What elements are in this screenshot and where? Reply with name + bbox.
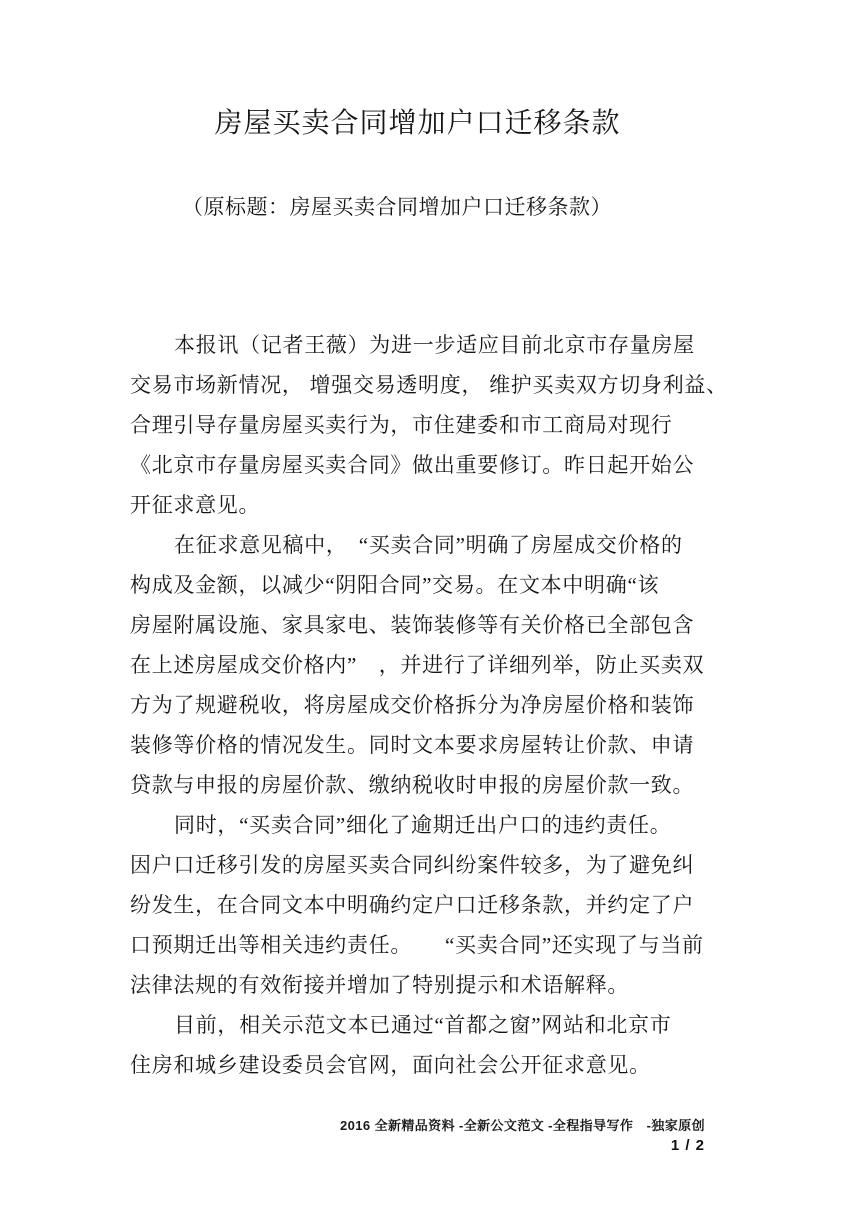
body-line: 合理引导存量房屋买卖行为，市住建委和市工商局对现行 xyxy=(130,413,673,437)
body-line: 房屋附属设施、家具家电、装饰装修等有关价格已全部包含 xyxy=(130,613,695,637)
body-line: 方为了规避税收，将房屋成交价格拆分为净房屋价格和装饰 xyxy=(130,693,695,717)
body-line: 法律法规的有效衔接并增加了特别提示和术语解释。 xyxy=(130,973,630,997)
body-line: 目前，相关示范文本已通过“首都之窗”网站和北京市 xyxy=(174,1013,672,1037)
body-line: 同时，“买卖合同”细化了逾期迁出户口的违约责任。 xyxy=(174,813,672,837)
body-line: 本报讯（记者王薇）为进一步适应目前北京市存量房屋 xyxy=(174,333,695,357)
footer-tagline: 2016 全新精品资料 -全新公文范文 -全程指导写作 -独家原创 xyxy=(340,1118,705,1133)
page-number: 1 / 2 xyxy=(670,1137,705,1154)
page-title: 房屋买卖合同增加户口迁移条款 xyxy=(214,108,621,139)
body-line: 在征求意见稿中， “买卖合同”明确了房屋成交价格的 xyxy=(174,533,683,557)
body-line: 装修等价格的情况发生。同时文本要求房屋转让价款、申请 xyxy=(130,733,695,757)
document-content xyxy=(130,0,728,1085)
body-line: 因户口迁移引发的房屋买卖合同纠纷案件较多，为了避免纠 xyxy=(130,853,695,877)
body-line: 构成及金额，以减少“阴阳合同”交易。在文本中明确“该 xyxy=(130,573,660,597)
body-line: 交易市场新情况， 增强交易透明度， 维护买卖双方切身利益、 xyxy=(130,373,728,397)
body-line: 《北京市存量房屋买卖合同》做出重要修订。昨日起开始公 xyxy=(130,453,695,477)
document-body xyxy=(130,325,728,1085)
body-line: 开征求意见。 xyxy=(130,493,261,517)
body-line: 口预期迁出等相关违约责任。 “买卖合同”还实现了与当前 xyxy=(130,933,704,957)
body-line: 贷款与申报的房屋价款、缴纳税收时申报的房屋价款一致。 xyxy=(130,773,695,797)
body-line: 纷发生，在合同文本中明确约定户口迁移条款，并约定了户 xyxy=(130,893,695,917)
body-line: 住房和城乡建设委员会官网，面向社会公开征求意见。 xyxy=(130,1053,651,1077)
body-line: 在上述房屋成交价格内” ，并进行了详细列举，防止买卖双 xyxy=(130,653,705,677)
original-title-line: （原标题：房屋买卖合同增加户口迁移条款） xyxy=(182,195,612,219)
page-footer xyxy=(130,1117,705,1155)
